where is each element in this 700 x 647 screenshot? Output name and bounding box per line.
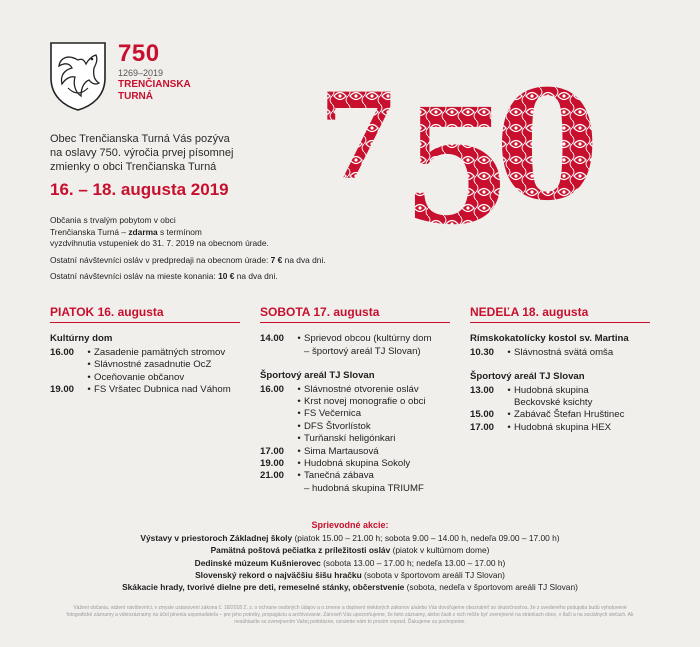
info-text: na dva dni. [234,271,278,281]
program-name: Oceňovanie občanov [94,371,185,383]
program-time [50,359,84,371]
program-item [50,372,240,384]
accompanying-event-name: Pamätná poštová pečiatka z príležitosti osláv [210,545,391,556]
bullet: • [297,408,301,420]
program-item [260,384,450,396]
accompanying-event-name: Dedinské múzeum Kušnierovec [194,557,321,568]
venue-title: Kultúrny dom [50,333,113,345]
program-time: 15.00 [470,409,495,421]
program-time [260,346,294,358]
program-name: – športový areál TJ Slovan) [304,345,421,357]
day-date: 16. augusta [97,305,164,319]
logo-text [118,42,191,103]
program-name: Sima Martausová [304,445,379,457]
program-item [470,347,650,359]
program-item [260,433,450,445]
group-spacer [470,359,650,369]
program-time: 14.00 [260,333,285,345]
group-spacer [260,358,450,368]
accompanying-event-details: (piatok 15.00 – 21.00 h; sobota 9.00 – 14.00 h, nedeľa 09.00 – 17.00 h) [292,533,560,544]
program-name: Sprievod obcou (kultúrny dom [304,333,432,345]
info-text: Občania s trvalým pobytom v obci [50,215,176,225]
info-text: Ostatní návštevníci osláv v predpredaji na obecnom úrade: [50,254,271,265]
program-name: – hudobná skupina TRIUMF [304,482,424,494]
logo-name-line-2: TURNÁ [118,91,153,102]
program-time: 17.00 [260,445,285,457]
logo-years: 1269–2019 [118,68,164,78]
program-item [260,458,450,470]
program-name: Slávnostné otvorenie osláv [304,383,419,395]
bullet: • [87,346,91,358]
ticket-info-residents [50,215,350,250]
program-item [260,421,450,433]
bullet: • [297,396,301,408]
accompanying-events [0,519,700,593]
program-item [50,347,240,359]
program-time [50,372,84,384]
program-name: Beckovské ksichty [514,397,593,409]
program-name: Hudobná skupina HEX [514,421,612,433]
day-heading [470,306,650,323]
headline-digit-0: 0 [495,58,600,234]
day-name: SOBOTA [260,305,310,319]
accompanying-event-name: Výstavy v priestoroch Základnej školy [140,533,293,544]
day-date: 18. augusta [522,305,589,319]
program-name: FS Vršatec Dubnica nad Váhom [94,384,231,396]
invitation-text [50,132,310,174]
info-price: 7 € [270,254,283,265]
accompanying-event [0,544,700,556]
intro-line: zmienky o obci Trenčianska Turná [50,161,217,173]
headline-digit-5: 5 [402,75,512,240]
program-name: Turňanskí heligónkari [304,433,396,445]
program-time [260,396,294,408]
program-time: 10.30 [470,346,495,358]
bullet: • [297,445,301,457]
program-name: Slávnostná svätá omša [514,346,614,358]
bullet: • [87,384,91,396]
bullet: • [507,421,511,433]
program-name: Zasadenie pamätných stromov [94,346,226,358]
program-item [260,408,450,420]
accompanying-events-heading: Sprievodné akcie: [311,520,389,530]
accompanying-event [0,581,700,593]
program-name: Hudobná skupina [514,384,589,396]
headline-digit-7: 7 [318,67,401,206]
program-time: 13.00 [470,384,495,396]
program-name: DFS Štvorlístok [304,420,371,432]
program-item [50,359,240,371]
accompanying-event [0,569,700,581]
bullet: • [507,409,511,421]
info-text: Trenčianska Turná – [50,226,129,237]
logo-name-line-1: TRENČIANSKA [118,79,191,90]
program-item [260,470,450,482]
program-name: Slávnostné zasadnutie OcZ [94,359,212,371]
ticket-info-onsite [50,271,350,283]
day-date: 17. augusta [313,305,380,319]
program-time [260,421,294,433]
program-item [50,384,240,396]
bullet: • [297,420,301,432]
bullet: • [297,470,301,482]
program-name: Zabávač Štefan Hruštinec [514,409,625,421]
program-name: Hudobná skupina Sokoly [304,458,411,470]
program-time: 19.00 [260,458,285,470]
program-item [260,396,450,408]
day-column [50,306,240,396]
accompanying-event-details: (piatok v kultúrnom dome) [390,545,490,556]
program-time: 17.00 [470,421,495,433]
venue-title: Športový areál TJ Slovan [470,371,585,383]
bullet: • [87,371,91,383]
info-free: zdarma [128,226,158,237]
program-time [470,397,504,409]
bullet: • [297,383,301,395]
accompanying-event-details: (sobota v športovom areáli TJ Slovan) [361,569,505,580]
intro-line: Obec Trenčianska Turná Vás pozýva [50,133,230,145]
bullet: • [297,458,301,470]
program-time [260,433,294,445]
info-text: s termínom [157,226,202,237]
ticket-info [50,215,350,288]
program-item [260,346,450,358]
program-name: FS Večernica [304,408,362,420]
bullet [504,397,514,409]
program-item [470,422,650,434]
gdpr-notice: Vážení občania, vážení návštevníci, v zmysle ustanovení zákona č. 18/2018 Z. z. o ochrane osobných údajov a o zmene a doplnení niektorých zákonov a/alebo Vás dovoľujeme oboznámiť so skutočnosťou, že z uvedeného podujatia budú vyhotovené fotografické záznamy a videozáznamy na účel plnenia usporiadateľa – pre jeho potreby, propagáciu a archivovanie. Zároveň Vás upozorňujeme, že tieto záznamy, alebo časti z nich môže byť zverejnené na stránkach obce, v tlači a na sociálnych sieťach. Ak nesúhlasíte so zverejnením Vašej podobizne, oznámte nám to prosím vopred. Ďakujeme za pochopenie. [66,605,634,625]
info-text: Ostatní návštevníci osláv na mieste konania: [50,271,219,281]
program-name: Tanečná zábava [304,470,374,482]
logo-number: 750 [118,40,160,67]
ticket-info-presale [50,255,350,267]
day-heading [260,306,450,323]
accompanying-event-details: (sobota, nedeľa v športovom areáli TJ Slovan) [404,582,578,593]
program-time [260,483,294,495]
program-name: Krst novej monografie o obci [304,396,426,408]
program-time: 19.00 [50,384,75,396]
accompanying-event-name: Slovenský rekord o najväčšiu šišu hračku [195,569,362,580]
accompanying-event-details: (sobota 13.00 – 17.00 h; nedeľa 13.00 – 17.00 h) [320,557,506,568]
coat-of-arms-icon [48,40,108,112]
logo-name [118,79,191,103]
program-item [260,446,450,458]
day-name: NEDEĽA [470,305,519,319]
program-item [470,385,650,397]
info-price: 10 € [218,271,235,281]
day-column [260,306,450,495]
intro-line: na oslavy 750. výročia prvej písomnej [50,147,234,159]
program-time: 16.00 [260,383,285,395]
info-text: na dva dni. [282,254,326,265]
bullet [294,483,304,495]
bullet: • [297,433,301,445]
day-column [470,306,650,434]
headline-750-graphic [300,40,630,240]
venue-title: Rímskokatolícky kostol sv. Martina [470,333,629,345]
bullet: • [297,333,301,345]
event-dates: 16. – 18. augusta 2019 [50,180,229,199]
program-item [260,483,450,495]
bullet: • [507,346,511,358]
program-time: 21.00 [260,470,285,482]
program-item [260,333,450,345]
accompanying-events-list [0,532,700,593]
day-heading [50,306,240,323]
day-name: PIATOK [50,305,95,319]
program-item [470,397,650,409]
program-time [260,408,294,420]
bullet: • [507,384,511,396]
accompanying-event-name: Skákacie hrady, tvorivé dielne pre deti, remeselné stánky, občerstvenie [122,582,405,593]
venue-title: Športový areál TJ Slovan [260,370,375,382]
info-text: vyzdvihnutia vstupeniek do 31. 7. 2019 na obecnom úrade. [50,238,269,248]
bullet: • [87,359,91,371]
program-item [470,409,650,421]
accompanying-event [0,532,700,544]
bullet [294,346,304,358]
accompanying-event [0,557,700,569]
program-time: 16.00 [50,346,75,358]
